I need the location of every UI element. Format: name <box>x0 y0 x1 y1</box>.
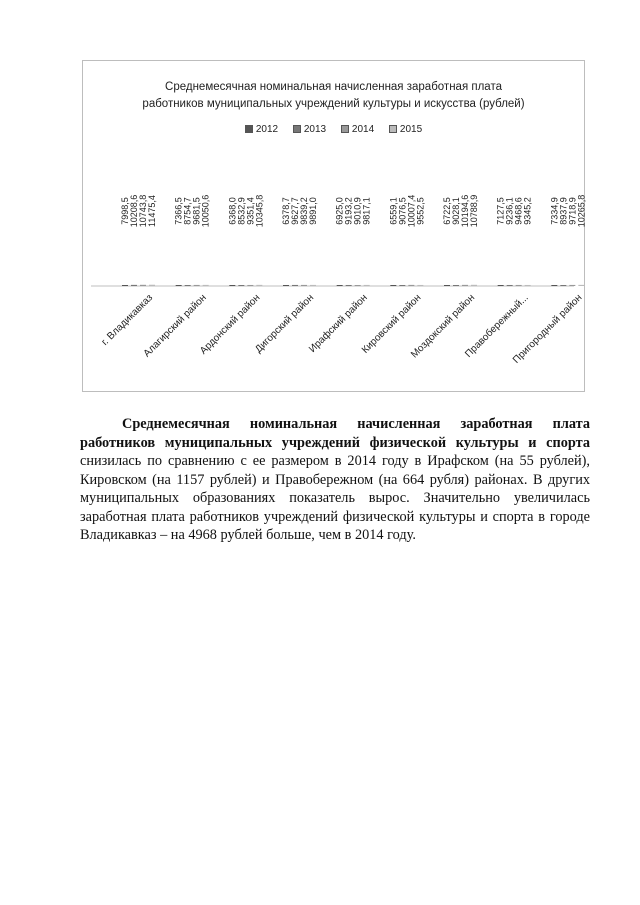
bar-2013-7 <box>453 285 459 286</box>
bar-2014-1 <box>140 285 146 286</box>
bar-2015-6 <box>417 285 423 286</box>
data-label-2015-9: 10265,8 <box>576 194 587 228</box>
bar-2015-4 <box>310 285 316 286</box>
data-label-2015-2: 10050,6 <box>200 194 211 228</box>
chart-container <box>82 60 585 392</box>
data-label-2014-1: 10743,8 <box>138 194 148 228</box>
chart-title-line-1: Среднемесячная номинальная начисленная заработная плата <box>165 81 502 93</box>
category-label-9: Пригородный район <box>510 292 585 366</box>
bar-2013-3 <box>238 285 244 286</box>
legend-label-2012: 2012 <box>255 124 279 135</box>
data-label-2014-5: 9010,9 <box>352 197 363 225</box>
data-label-2015-4: 9891,0 <box>308 197 318 225</box>
bar-2015-2 <box>203 285 209 286</box>
data-label-2013-8: 9236,1 <box>504 197 515 225</box>
bar-2012-8 <box>498 285 504 286</box>
data-label-2012-7: 6722,5 <box>442 197 452 225</box>
data-label-2014-2: 9681,5 <box>191 197 202 225</box>
data-label-2015-5: 9817,1 <box>361 197 372 225</box>
bar-2013-6 <box>399 285 405 286</box>
data-label-2014-9: 9718,9 <box>567 197 578 225</box>
data-label-2012-2: 7366,5 <box>173 197 184 225</box>
legend-label-2015: 2015 <box>399 124 423 135</box>
bar-2012-1 <box>122 285 128 286</box>
chart-title-line-2: работников муниципальных учреждений культуры и искусства (рублей) <box>142 98 525 110</box>
data-label-2015-3: 10345,8 <box>254 194 265 228</box>
bar-2014-6 <box>408 285 414 286</box>
paragraph-bold-lead: Среднемесячная номинальная начисленная заработная плата работников муниципальных учреждений физической культуры и спорта <box>80 416 590 451</box>
data-label-2013-7: 9028,1 <box>451 197 461 225</box>
data-label-2014-7: 10194,6 <box>460 194 470 228</box>
bar-2012-3 <box>229 285 235 286</box>
chart-plot <box>83 61 587 391</box>
bar-2012-9 <box>551 285 557 286</box>
category-label-8: Правобережный... <box>463 292 531 360</box>
bar-2014-3 <box>247 285 253 286</box>
bar-2012-5 <box>337 285 343 286</box>
category-label-2: Алагирский район <box>141 292 209 360</box>
bar-2015-7 <box>471 285 477 286</box>
bar-2015-8 <box>525 285 531 286</box>
bar-2013-4 <box>292 285 298 286</box>
bar-2012-4 <box>283 285 289 286</box>
data-label-2015-7: 10788,9 <box>469 194 479 228</box>
category-label-3: Ардонский район <box>198 292 263 357</box>
data-label-2012-3: 6368,0 <box>227 197 238 225</box>
bar-2015-1 <box>149 285 155 286</box>
paragraph-body: снизилась по сравнению с ее размером в 2014 году в Ирафском (на 55 рублей), Кировском (на 1157 рублей) и Правобережном (на 664 рубля) районах. В других муниципальных образованиях показатель вырос. Значительно увеличилась заработная плата работников учреждений физической культуры и спорта в городе Владикавказ – на 4968 рублей больше, чем в 2014 году. <box>80 453 590 543</box>
bar-2013-1 <box>131 285 137 286</box>
data-label-2013-3: 8532,9 <box>236 197 247 225</box>
data-label-2014-6: 10007,4 <box>406 194 417 228</box>
data-label-2012-9: 7334,9 <box>549 197 560 225</box>
data-label-2013-9: 8937,9 <box>558 197 569 225</box>
bar-2013-8 <box>507 285 513 286</box>
bar-2014-7 <box>462 285 468 286</box>
body-paragraph <box>80 415 590 545</box>
data-label-2013-5: 9193,2 <box>343 197 354 225</box>
data-label-2015-1: 11475,4 <box>147 195 157 227</box>
category-label-1: г. Владикавказ <box>99 292 156 348</box>
bar-2014-5 <box>355 285 361 286</box>
data-label-2015-6: 9552,5 <box>415 197 426 225</box>
data-label-2013-2: 8754,7 <box>182 197 193 225</box>
legend-label-2013: 2013 <box>303 124 327 135</box>
bar-2015-9 <box>578 285 584 286</box>
legend-label-2014: 2014 <box>351 124 375 135</box>
bar-2013-9 <box>560 285 566 286</box>
data-label-2014-4: 9839,2 <box>299 197 309 225</box>
data-label-2012-4: 6378,7 <box>281 197 291 225</box>
data-label-2015-8: 9345,2 <box>522 197 533 225</box>
data-label-2012-1: 7998,5 <box>120 197 130 225</box>
category-label-4: Дигорский район <box>253 292 317 356</box>
bar-2014-2 <box>194 285 200 286</box>
data-label-2014-8: 9468,6 <box>513 197 524 225</box>
bar-2012-2 <box>176 285 182 286</box>
data-label-2013-4: 9627,7 <box>290 197 300 225</box>
data-label-2013-6: 9076,5 <box>397 197 408 225</box>
bar-2014-4 <box>301 285 307 286</box>
bar-2013-2 <box>185 285 191 286</box>
category-label-6: Кировский район <box>359 292 424 356</box>
category-label-5: Ирафский район <box>307 292 370 356</box>
bar-2014-8 <box>516 285 522 286</box>
data-label-2012-6: 6559,1 <box>388 197 399 225</box>
bar-2014-9 <box>569 285 575 286</box>
data-label-2013-1: 10208,6 <box>129 194 139 228</box>
bar-2015-3 <box>256 285 262 286</box>
data-label-2014-3: 9351,4 <box>245 197 256 225</box>
category-label-7: Моздокский район <box>409 292 478 361</box>
data-label-2012-8: 7127,5 <box>495 197 506 225</box>
bar-2012-7 <box>444 285 450 286</box>
data-label-2012-5: 6925,0 <box>334 197 345 225</box>
bar-2013-5 <box>346 285 352 286</box>
bar-2015-5 <box>364 285 370 286</box>
bar-2012-6 <box>390 285 396 286</box>
